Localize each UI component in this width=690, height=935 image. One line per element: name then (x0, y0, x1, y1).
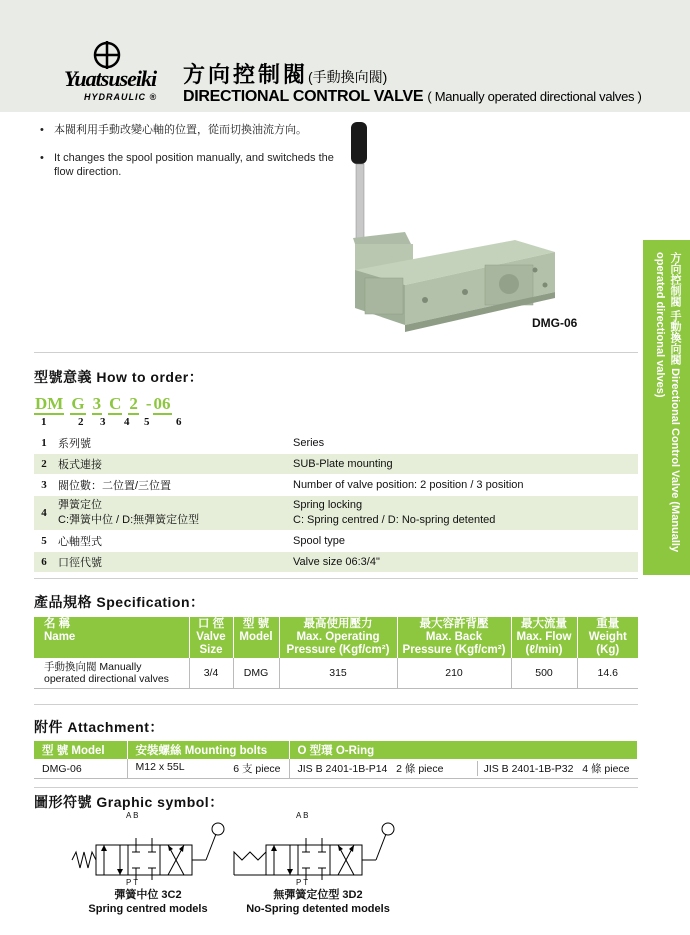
table-row (34, 759, 638, 779)
attachment-title: 附件 Attachment： (34, 719, 164, 735)
row-en: SUB-Plate mounting (289, 454, 638, 475)
header-flow: 最大流量 Max. Flow (ℓ/min) (511, 617, 577, 658)
brand-logo (64, 40, 182, 106)
header-size: 口 徑 Valve Size (189, 617, 233, 658)
code-part: 2 (129, 394, 138, 413)
row-en: Series (293, 437, 325, 449)
section-divider (34, 704, 638, 705)
header-model: 型 號 Model (34, 741, 127, 759)
row-number: 6 (34, 552, 54, 573)
table-row (34, 531, 638, 552)
table-row (34, 496, 638, 531)
row-cn: 系列號 (58, 438, 91, 450)
specification-title: 產品規格 Specification： (34, 594, 205, 610)
row-cn (54, 496, 289, 531)
page-title-en-sub: ( Manually operated directional valves ) (427, 89, 642, 104)
code-part: DM (35, 394, 64, 413)
header-pressure: 最高使用壓力 Max. Operating Pressure (Kgf/cm²) (279, 617, 397, 658)
brand-sub: HYDRAULIC ® (84, 92, 158, 102)
valve-product-image (345, 120, 560, 340)
cell-model: DMG (233, 658, 279, 689)
code-part: - (145, 394, 152, 413)
table-row (34, 433, 638, 454)
code-number: 6 (176, 416, 182, 428)
header-back-pressure: 最大容許背壓 Max. Back Pressure (Kgf/cm²) (397, 617, 511, 658)
row-number: 3 (41, 479, 47, 491)
code-number: 1 (41, 416, 47, 428)
row-en-line1: Spring locking (293, 499, 363, 511)
row-en-line2: C: Spring centred / D: No-spring detented (293, 514, 496, 526)
graphic-symbol-title: 圖形符號 Graphic symbol： (34, 794, 224, 810)
header-bolts: 安裝螺絲 Mounting bolts (127, 741, 289, 759)
row-en (289, 496, 638, 531)
code-part: G (71, 394, 85, 413)
row-en: Number of valve position: 2 position / 3 position (293, 479, 524, 491)
attachment-table (34, 741, 638, 779)
how-to-order-title: 型號意義 How to order： (34, 369, 204, 385)
table-row (34, 454, 638, 475)
cell-flow: 500 (511, 658, 577, 689)
page-title-cn-sub: (手動換向閥) (308, 69, 388, 85)
row-cn: 心軸型式 (58, 536, 102, 548)
section-divider (34, 352, 638, 353)
port-label-pt: P T (126, 878, 139, 887)
page-title-cn: 方向控制閥(手動換向閥) (183, 62, 388, 87)
symbol-caption-2: 無彈簧定位型 3D2 No-Spring detented models (246, 889, 390, 915)
code-part: 3 (92, 394, 102, 413)
side-tab-text: 方向控制閥 手動換向閥 Directional Control Valve (Manually operated directional valves) (654, 252, 681, 553)
header-oring: O 型環 O-Ring (289, 741, 638, 759)
cell-bolts: M12 x 55L 6 支 piece (127, 759, 289, 779)
row-cn: 閥位數：二位置/三位置 (58, 480, 172, 492)
product-model-label: DMG-06 (532, 316, 578, 330)
cell-pressure: 315 (279, 658, 397, 689)
port-label-pt: P T (296, 878, 309, 887)
row-number: 1 (41, 437, 47, 449)
table-row (34, 475, 638, 496)
order-code (34, 394, 178, 415)
row-number: 4 (34, 496, 54, 531)
symbol-caption-1: 彈簧中位 3C2 Spring centred models (88, 889, 208, 915)
code-number: 5 (144, 416, 150, 428)
row-en: Spool type (293, 535, 345, 547)
intro-bullet-en: • It changes the spool position manually, and switcheds the flow direction. (40, 151, 340, 179)
brand-name: Yuatsuseiki (64, 66, 157, 91)
spec-header-row (34, 617, 638, 658)
row-cn-line2: C:彈簧中位 / D:無彈簧定位型 (58, 514, 200, 526)
attachment-header-row (34, 741, 638, 759)
header-model: 型 號 Model (233, 617, 279, 658)
row-number: 5 (41, 535, 47, 547)
port-label-ab: A B (296, 811, 309, 820)
table-row (34, 658, 638, 689)
row-en: Valve size 06:3/4" (289, 552, 638, 573)
row-cn: 板式連接 (54, 454, 289, 475)
code-part: 06 (153, 394, 171, 413)
section-divider (34, 787, 638, 788)
symbol-spring-centred (70, 820, 230, 890)
symbol-no-spring-detented (232, 820, 402, 890)
cell-size: 3/4 (189, 658, 233, 689)
order-table (34, 433, 638, 573)
page-title-en: DIRECTIONAL CONTROL VALVE ( Manually operated directional valves ) (183, 88, 642, 105)
port-label-ab: A B (126, 811, 139, 820)
intro-bullets (40, 123, 340, 193)
cell-oring: JIS B 2401-1B-P14 2 條 piece JIS B 2401-1B-P32 4 條 piece (289, 759, 638, 779)
code-number: 3 (100, 416, 106, 428)
code-number: 4 (124, 416, 130, 428)
row-number: 2 (34, 454, 54, 475)
cell-back-pressure: 210 (397, 658, 511, 689)
cell-name: 手動換向閥 Manually operated directional valves (34, 658, 189, 689)
intro-bullet-cn: • 本閥利用手動改變心軸的位置，從而切換油流方向。 (40, 123, 340, 137)
specification-table (34, 617, 638, 689)
header-name: 名 稱 Name (34, 617, 189, 658)
side-category-tab (643, 240, 690, 575)
code-number: 2 (78, 416, 84, 428)
code-part: C (109, 394, 122, 413)
table-row (34, 552, 638, 573)
cell-model: DMG-06 (34, 759, 127, 779)
row-cn: 口徑代號 (54, 552, 289, 573)
row-cn-line1: 彈簧定位 (58, 499, 102, 511)
section-divider (34, 578, 638, 579)
cell-weight: 14.6 (577, 658, 638, 689)
header-weight: 重量 Weight (Kg) (577, 617, 638, 658)
